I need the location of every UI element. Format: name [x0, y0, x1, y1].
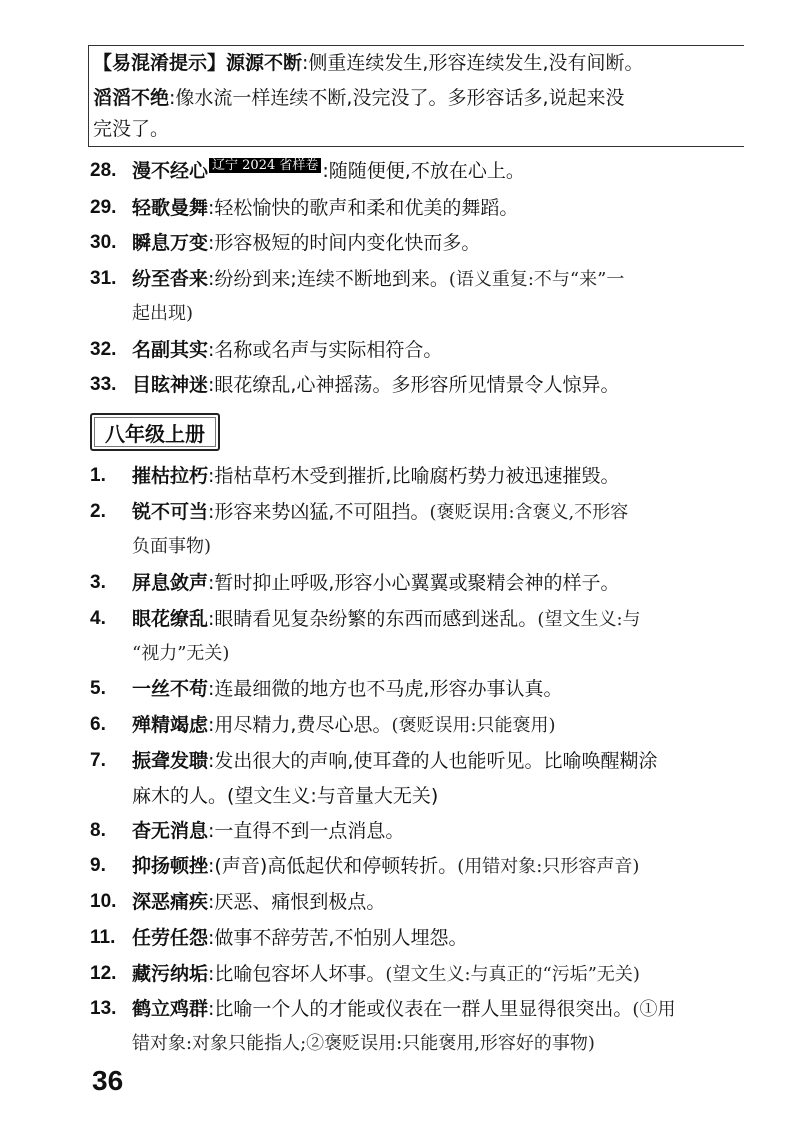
entry-number: 12.: [90, 963, 117, 984]
entry-number: 31.: [90, 268, 117, 289]
idiom-definition: :发出很大的声响,使耳聋的人也能听见。比喻唤醒糊涂: [208, 750, 658, 772]
idiom-definition: :比喻包容坏人坏事。: [208, 963, 386, 985]
idiom-definition: :轻松愉快的歌声和柔和优美的舞蹈。: [208, 197, 519, 219]
idiom-definition: :纷纷到来;连续不断地到来。: [208, 268, 449, 290]
idiom-word: 一丝不苟: [132, 678, 209, 700]
entry-body: [132, 570, 619, 596]
idiom-definition: :连最细微的地方也不马虎,形容办事认真。: [208, 678, 563, 700]
idiom-definition: :随随便便,不放在心上。: [322, 160, 525, 182]
idiom-word: 锐不可当: [132, 501, 209, 523]
idiom-word: 名副其实: [132, 339, 209, 361]
entry-continuation: 负面事物): [132, 536, 212, 557]
entry-number: 9.: [90, 855, 106, 876]
tip-word-1: 源源不断: [226, 52, 303, 74]
entry-body: [132, 889, 385, 915]
entry-number: 3.: [90, 572, 106, 593]
entry-number: 33.: [90, 374, 117, 395]
tip-line-3: 完没了。: [93, 118, 170, 140]
entry-continuation: 麻木的人。(望文生义:与音量大无关): [132, 785, 439, 807]
usage-note: (褒贬误用:含褒义,不形容: [429, 502, 629, 523]
tip-def-1: :侧重连续发生,形容连续发生,没有间断。: [302, 52, 644, 74]
idiom-definition: :一直得不到一点消息。: [208, 820, 405, 842]
page-number: 36: [92, 1065, 124, 1096]
idiom-word: 目眩神迷: [132, 374, 209, 396]
entry-number: 1.: [90, 465, 106, 486]
confusion-tip-box: [88, 45, 744, 147]
entry-body: [132, 372, 619, 398]
idiom-word: 深恶痛疾: [132, 891, 209, 913]
entry-number: 8.: [90, 820, 106, 841]
entry-number: 11.: [90, 927, 116, 948]
entry-body: [132, 712, 556, 739]
idiom-word: 任劳任怨: [132, 927, 209, 949]
entry-body: [132, 748, 657, 774]
tip-word-2: 滔滔不绝: [93, 87, 170, 109]
entry-number: 7.: [90, 750, 106, 771]
entry-body: [132, 337, 442, 363]
usage-note: (褒贬误用:只能褒用): [391, 715, 556, 736]
entry-body: [132, 676, 562, 702]
entry-number: 13.: [90, 998, 117, 1019]
idiom-word: 鹤立鸡群: [132, 998, 209, 1020]
idiom-word: 藏污纳垢: [132, 963, 209, 985]
entry-body: [132, 606, 641, 633]
idiom-word: 漫不经心: [132, 160, 209, 182]
entry-body: [132, 499, 628, 526]
entry-body: [132, 463, 619, 489]
entry-body: [132, 195, 518, 221]
idiom-definition: :形容来势凶猛,不可阻挡。: [208, 501, 430, 523]
idiom-definition: :眼睛看见复杂纷繁的东西而感到迷乱。: [208, 608, 538, 630]
entry-number: 2.: [90, 501, 106, 522]
usage-note: (望文生义:与真正的“污垢”无关): [385, 964, 640, 985]
idiom-definition: :眼花缭乱,心神摇荡。多形容所见情景令人惊异。: [208, 374, 620, 396]
entry-body: [132, 853, 639, 880]
entry-body: [132, 158, 525, 184]
idiom-word: 纷至沓来: [132, 268, 209, 290]
idiom-word: 眼花缭乱: [132, 608, 209, 630]
entry-number: 30.: [90, 232, 117, 253]
exam-source-badge: 辽宁 2024 省样卷: [209, 158, 321, 173]
idiom-word: 屏息敛声: [132, 572, 209, 594]
tip-line-2: [93, 85, 625, 111]
entry-body: [132, 818, 404, 844]
tip-line-1: [93, 50, 644, 76]
idiom-definition: :比喻一个人的才能或仪表在一群人里显得很突出。: [208, 998, 633, 1020]
idiom-definition: :做事不辞劳苦,不怕别人埋怨。: [208, 927, 468, 949]
entry-number: 10.: [90, 891, 117, 912]
idiom-word: 抑扬顿挫: [132, 855, 209, 877]
entry-number: 6.: [90, 714, 106, 735]
entry-body: [132, 230, 480, 256]
idiom-word: 瞬息万变: [132, 232, 209, 254]
idiom-definition: :名称或名声与实际相符合。: [208, 339, 443, 361]
idiom-word: 摧枯拉朽: [132, 465, 209, 487]
entry-body: [132, 961, 640, 988]
entry-body: [132, 925, 467, 951]
entry-number: 29.: [90, 197, 117, 218]
entry-number: 32.: [90, 339, 117, 360]
entry-continuation: 起出现): [132, 303, 194, 324]
usage-note: (用错对象:只形容声音): [457, 856, 640, 877]
usage-note: (①用: [632, 999, 676, 1020]
entry-body: [132, 266, 624, 293]
entry-continuation: 错对象:对象只能指人;②褒贬误用:只能褒用,形容好的事物): [132, 1033, 595, 1054]
entry-continuation: “视力”无关): [132, 643, 230, 664]
idiom-word: 振聋发聩: [132, 750, 209, 772]
usage-note: (望文生义:与: [537, 609, 641, 630]
tip-label: 【易混淆提示】: [93, 52, 227, 74]
entry-number: 4.: [90, 608, 106, 629]
idiom-definition: :厌恶、痛恨到极点。: [208, 891, 386, 913]
usage-note: (语义重复:不与“来”一: [448, 269, 625, 290]
idiom-word: 轻歌曼舞: [132, 197, 209, 219]
entry-number: 5.: [90, 678, 106, 699]
idiom-definition: :指枯草朽木受到摧折,比喻腐朽势力被迅速摧毁。: [208, 465, 620, 487]
idiom-definition: :暂时抑止呼吸,形容小心翼翼或聚精会神的样子。: [208, 572, 620, 594]
entry-body: [132, 996, 675, 1023]
section-header-grade8-vol1: [90, 413, 220, 451]
idiom-word: 殚精竭虑: [132, 714, 209, 736]
section-title: 八年级上册: [105, 421, 205, 446]
idiom-definition: :形容极短的时间内变化快而多。: [208, 232, 481, 254]
tip-def-2: :像水流一样连续不断,没完没了。多形容话多,说起来没: [169, 87, 625, 109]
entry-number: 28.: [90, 160, 117, 181]
idiom-definition: :用尽精力,费尽心思。: [208, 714, 392, 736]
idiom-word: 杳无消息: [132, 820, 209, 842]
idiom-definition: :(声音)高低起伏和停顿转折。: [208, 855, 458, 877]
